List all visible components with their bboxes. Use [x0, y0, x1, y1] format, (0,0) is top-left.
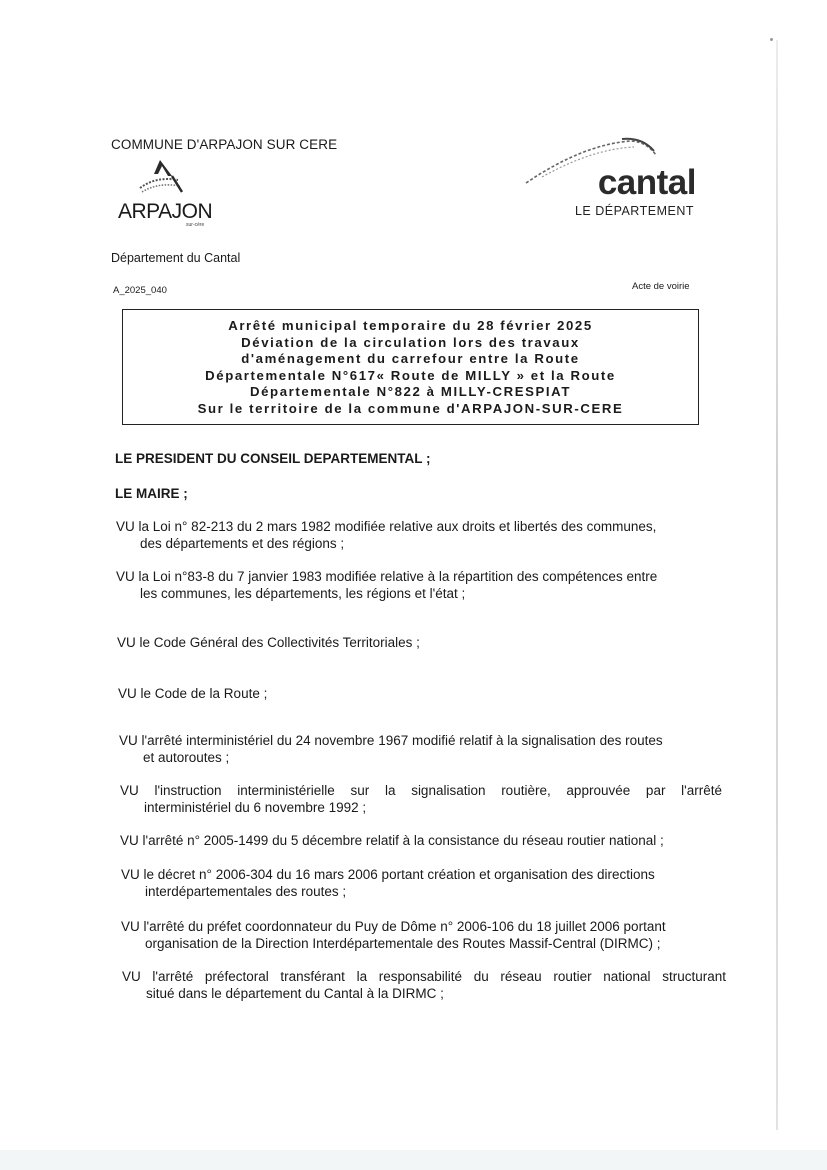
visa-line: des départements et des régions ;	[140, 536, 345, 551]
visa-line: VU le Code Général des Collectivités Territoriales ;	[117, 635, 420, 650]
title-line: Sur le territoire de la commune d'ARPAJON-SUR-CERE	[197, 400, 624, 416]
visa-line: organisation de la Direction Interdépartementale des Routes Massif-Central (DIRMC) ;	[145, 936, 661, 951]
arpajon-emblem-icon	[118, 156, 218, 202]
visa-item	[120, 832, 726, 849]
arpajon-logo-sub: sur-cère	[186, 222, 205, 228]
title-line: d'aménagement du carrefour entre la Route	[241, 351, 580, 366]
visa-line: VU l'arrêté préfectoral transférant la responsabilité du réseau routier national structurant	[122, 969, 726, 984]
title-box	[122, 309, 699, 425]
acte-type: Acte de voirie	[632, 281, 690, 292]
visa-line: VU l'arrêté n° 2005-1499 du 5 décembre relatif à la consistance du réseau routier national ;	[120, 833, 664, 848]
cantal-logo-text: cantal	[597, 163, 696, 202]
title-line: Arrêté municipal temporaire du 28 février 2025	[228, 318, 593, 333]
arpajon-logo	[118, 156, 218, 226]
visa-item	[121, 866, 727, 900]
visa-item	[118, 685, 724, 702]
reference-number: A_2025_040	[113, 285, 167, 296]
visa-line: VU l'arrêté interministériel du 24 novembre 1967 modifié relatif à la signalisation des routes	[119, 733, 663, 748]
visa-line: interdépartementales des routes ;	[145, 884, 347, 899]
president-heading: LE PRESIDENT DU CONSEIL DEPARTEMENTAL ;	[115, 451, 431, 466]
arpajon-logo-text: ARPAJON	[118, 200, 213, 223]
visa-item	[119, 732, 725, 766]
visa-line: et autoroutes ;	[143, 750, 230, 765]
visa-item	[121, 918, 727, 952]
visa-item	[116, 518, 722, 552]
visa-line: situé dans le département du Cantal à la DIRMC ;	[146, 986, 444, 1001]
title-line: Départementale N°617« Route de MILLY » et la Route	[205, 367, 616, 383]
scan-mark	[770, 38, 773, 41]
visa-line: VU la Loi n° 82-213 du 2 mars 1982 modifiée relative aux droits et libertés des communes,	[116, 519, 657, 534]
visa-line: interministériel du 6 novembre 1992 ;	[144, 800, 367, 815]
cantal-logo-sub: LE DÉPARTEMENT	[574, 204, 694, 218]
scan-bottom-band	[0, 1150, 827, 1170]
visa-line: VU l'arrêté du préfet coordonnateur du Puy de Dôme n° 2006-106 du 18 juillet 2006 portant	[121, 919, 666, 934]
visa-line: VU le Code de la Route ;	[118, 686, 268, 701]
title-line: Départementale N°822 à MILLY-CRESPIAT	[250, 384, 571, 399]
commune-name: COMMUNE D'ARPAJON SUR CERE	[111, 137, 338, 152]
title-line: Déviation de la circulation lors des travaux	[241, 334, 580, 350]
visa-item	[122, 968, 726, 1002]
visa-item	[120, 782, 722, 816]
departement-label: Département du Cantal	[111, 251, 241, 265]
visa-item	[116, 568, 722, 602]
page-edge	[776, 40, 778, 1130]
visa-line: les communes, les départements, les régions et l'état ;	[140, 586, 466, 601]
visa-item	[117, 634, 723, 651]
cantal-logo	[522, 135, 702, 225]
maire-heading: LE MAIRE ;	[115, 486, 188, 501]
visa-line: VU la Loi n°83-8 du 7 janvier 1983 modifiée relative à la répartition des compétences entre	[116, 569, 658, 584]
visa-line: VU l'instruction interministérielle sur la signalisation routière, approuvée par l'arrêté	[120, 783, 722, 798]
visa-line: VU le décret n° 2006-304 du 16 mars 2006 portant création et organisation des directions	[121, 867, 655, 882]
